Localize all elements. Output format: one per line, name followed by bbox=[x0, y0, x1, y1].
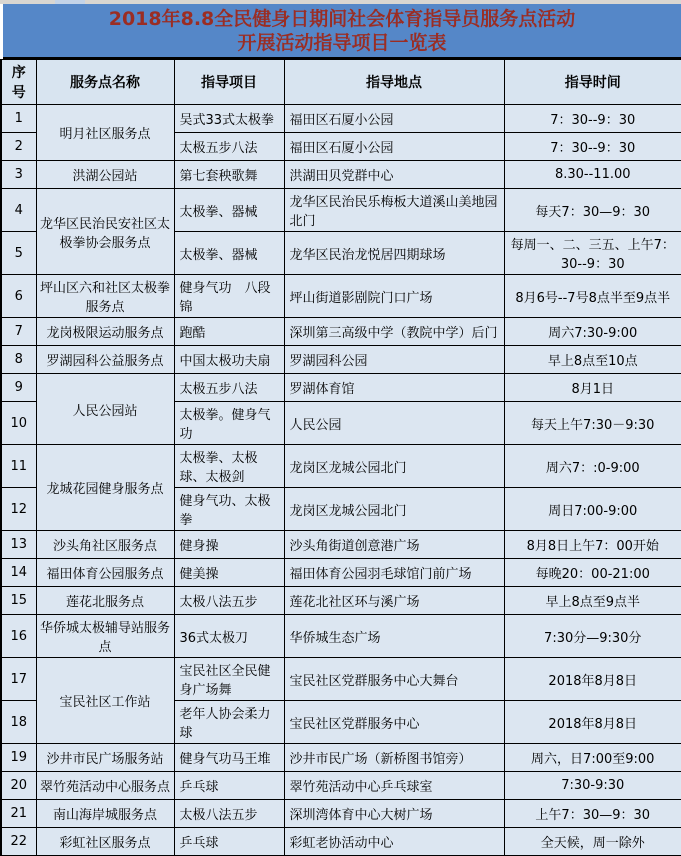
cell-name: 坪山区六和社区太极拳服务点 bbox=[36, 275, 174, 318]
cell-name: 翠竹苑活动中心服务点 bbox=[36, 772, 174, 800]
cell-time: 周日7:00-9:00 bbox=[504, 488, 681, 531]
spreadsheet-edge-strip bbox=[0, 0, 681, 4]
cell-no: 18 bbox=[1, 701, 36, 744]
cell-time: 8月6号--7号8点半至9点半 bbox=[504, 275, 681, 318]
cell-project: 36式太极刀 bbox=[174, 615, 284, 658]
cell-project: 宝民社区全民健身广场舞 bbox=[174, 658, 284, 701]
cell-time: 2018年8月8日 bbox=[504, 658, 681, 701]
cell-time: 每天7：30—9：30 bbox=[504, 189, 681, 232]
table-row bbox=[1, 105, 681, 133]
col-header-name: 服务点名称 bbox=[36, 60, 174, 105]
cell-project: 健身气功、太极拳 bbox=[174, 488, 284, 531]
cell-time: 上午7：30—9：30 bbox=[504, 800, 681, 828]
cell-project: 乒乓球 bbox=[174, 828, 284, 856]
cell-name: 洪湖公园站 bbox=[36, 161, 174, 189]
cell-location: 龙岗区龙城公园北门 bbox=[284, 445, 504, 488]
table-row bbox=[1, 772, 681, 800]
table-row bbox=[1, 800, 681, 828]
table-row bbox=[1, 559, 681, 587]
cell-location: 华侨城生态广场 bbox=[284, 615, 504, 658]
cell-no: 19 bbox=[1, 744, 36, 772]
cell-name: 福田体育公园服务点 bbox=[36, 559, 174, 587]
table-header-row bbox=[1, 60, 681, 105]
table-row bbox=[1, 744, 681, 772]
activity-table bbox=[0, 59, 681, 856]
cell-location: 深圳湾体育中心大树广场 bbox=[284, 800, 504, 828]
cell-no: 12 bbox=[1, 488, 36, 531]
cell-location: 坪山街道影剧院门口广场 bbox=[284, 275, 504, 318]
cell-location: 翠竹苑活动中心乒乓球室 bbox=[284, 772, 504, 800]
cell-no: 4 bbox=[1, 189, 36, 232]
cell-location: 福田体育公园羽毛球馆门前广场 bbox=[284, 559, 504, 587]
cell-project: 健美操 bbox=[174, 559, 284, 587]
cell-location: 宝民社区党群服务中心 bbox=[284, 701, 504, 744]
cell-time: 7:30分—9:30分 bbox=[504, 615, 681, 658]
cell-location: 龙华区民治龙悦居四期球场 bbox=[284, 232, 504, 275]
cell-no: 21 bbox=[1, 800, 36, 828]
cell-project: 太极拳、器械 bbox=[174, 189, 284, 232]
cell-project: 吴式33式太极拳 bbox=[174, 105, 284, 133]
cell-time: 早上8点至9点半 bbox=[504, 587, 681, 615]
table-row bbox=[1, 161, 681, 189]
cell-name: 沙头角社区服务点 bbox=[36, 531, 174, 559]
cell-time: 周六7:30-9:00 bbox=[504, 318, 681, 346]
cell-location: 龙岗区龙城公园北门 bbox=[284, 488, 504, 531]
cell-location: 罗湖体育馆 bbox=[284, 374, 504, 402]
cell-project: 太极拳、器械 bbox=[174, 232, 284, 275]
cell-location: 龙华区民治民乐梅板大道溪山美地园北门 bbox=[284, 189, 504, 232]
cell-no: 13 bbox=[1, 531, 36, 559]
cell-time: 每天上午7:30－9:30 bbox=[504, 402, 681, 445]
cell-location: 沙井市民广场（新桥图书馆旁） bbox=[284, 744, 504, 772]
cell-location: 宝民社区党群服务中心大舞台 bbox=[284, 658, 504, 701]
cell-time: 周六7：:0-9:00 bbox=[504, 445, 681, 488]
cell-project: 太极拳。健身气功 bbox=[174, 402, 284, 445]
cell-name: 龙城花园健身服务点 bbox=[36, 445, 174, 531]
cell-no: 20 bbox=[1, 772, 36, 800]
col-header-time: 指导时间 bbox=[504, 60, 681, 105]
cell-project: 跑酷 bbox=[174, 318, 284, 346]
cell-project: 太极五步八法 bbox=[174, 133, 284, 161]
cell-name: 明月社区服务点 bbox=[36, 105, 174, 161]
cell-location: 福田区石厦小公园 bbox=[284, 105, 504, 133]
cell-project: 太极八法五步 bbox=[174, 800, 284, 828]
cell-project: 太极八法五步 bbox=[174, 587, 284, 615]
spreadsheet-gridline-artifact bbox=[55, 0, 85, 4]
table-row bbox=[1, 531, 681, 559]
cell-no: 9 bbox=[1, 374, 36, 402]
cell-location: 福田区石厦小公园 bbox=[284, 133, 504, 161]
cell-no: 3 bbox=[1, 161, 36, 189]
cell-name: 人民公园站 bbox=[36, 374, 174, 445]
cell-no: 6 bbox=[1, 275, 36, 318]
cell-project: 第七套秧歌舞 bbox=[174, 161, 284, 189]
cell-no: 1 bbox=[1, 105, 36, 133]
cell-no: 11 bbox=[1, 445, 36, 488]
page-title-line2: 开展活动指导项目一览表 bbox=[237, 32, 447, 54]
cell-name: 莲花北服务点 bbox=[36, 587, 174, 615]
table-row bbox=[1, 828, 681, 856]
cell-no: 2 bbox=[1, 133, 36, 161]
page-title-line1: 2018年8.8全民健身日期间社会体育指导员服务点活动 bbox=[108, 8, 576, 30]
table-row bbox=[1, 658, 681, 701]
cell-time: 早上8点至10点 bbox=[504, 346, 681, 374]
cell-no: 15 bbox=[1, 587, 36, 615]
cell-project: 中国太极功夫扇 bbox=[174, 346, 284, 374]
cell-name: 沙井市民广场服务站 bbox=[36, 744, 174, 772]
cell-no: 16 bbox=[1, 615, 36, 658]
cell-name: 龙岗极限运动服务点 bbox=[36, 318, 174, 346]
col-header-project: 指导项目 bbox=[174, 60, 284, 105]
cell-name: 彩虹社区服务点 bbox=[36, 828, 174, 856]
table-row bbox=[1, 318, 681, 346]
cell-project: 健身操 bbox=[174, 531, 284, 559]
page-title bbox=[3, 4, 681, 59]
title-wrap bbox=[0, 4, 681, 59]
cell-no: 7 bbox=[1, 318, 36, 346]
cell-no: 8 bbox=[1, 346, 36, 374]
cell-name: 南山海岸城服务点 bbox=[36, 800, 174, 828]
col-header-location: 指导地点 bbox=[284, 60, 504, 105]
cell-no: 5 bbox=[1, 232, 36, 275]
cell-name: 宝民社区工作站 bbox=[36, 658, 174, 744]
cell-time: 每周一、二、三五、上午7：30--9：30 bbox=[504, 232, 681, 275]
cell-time: 8月8日上午7：00开始 bbox=[504, 531, 681, 559]
cell-project: 太极拳、太极球、太极剑 bbox=[174, 445, 284, 488]
table-row bbox=[1, 615, 681, 658]
cell-location: 彩虹老协活动中心 bbox=[284, 828, 504, 856]
cell-time: 7:30-9:30 bbox=[504, 772, 681, 800]
table-row bbox=[1, 346, 681, 374]
cell-location: 莲花北社区环与溪广场 bbox=[284, 587, 504, 615]
cell-location: 人民公园 bbox=[284, 402, 504, 445]
table-row bbox=[1, 275, 681, 318]
table-row bbox=[1, 445, 681, 488]
cell-location: 沙头角街道创意港广场 bbox=[284, 531, 504, 559]
cell-name: 华侨城太极辅导站服务点 bbox=[36, 615, 174, 658]
cell-no: 17 bbox=[1, 658, 36, 701]
cell-project: 健身气功 八段锦 bbox=[174, 275, 284, 318]
table-row bbox=[1, 189, 681, 232]
cell-project: 健身气功马王堆 bbox=[174, 744, 284, 772]
cell-time: 全天候，周一除外 bbox=[504, 828, 681, 856]
cell-project: 老年人协会柔力球 bbox=[174, 701, 284, 744]
cell-time: 每晚20：00-21:00 bbox=[504, 559, 681, 587]
cell-time: 8月1日 bbox=[504, 374, 681, 402]
cell-no: 14 bbox=[1, 559, 36, 587]
table-row bbox=[1, 587, 681, 615]
cell-time: 7：30--9：30 bbox=[504, 133, 681, 161]
table-row bbox=[1, 374, 681, 402]
cell-location: 罗湖园科公园 bbox=[284, 346, 504, 374]
cell-name: 罗湖园科公益服务点 bbox=[36, 346, 174, 374]
cell-time: 2018年8月8日 bbox=[504, 701, 681, 744]
cell-time: 周六，日7:00至9:00 bbox=[504, 744, 681, 772]
cell-no: 10 bbox=[1, 402, 36, 445]
cell-project: 乒乓球 bbox=[174, 772, 284, 800]
cell-no: 22 bbox=[1, 828, 36, 856]
col-header-no: 序号 bbox=[1, 60, 36, 105]
cell-name: 龙华区民治民安社区太极拳协会服务点 bbox=[36, 189, 174, 275]
cell-location: 洪湖田贝党群中心 bbox=[284, 161, 504, 189]
cell-location: 深圳第三高级中学（教院中学）后门 bbox=[284, 318, 504, 346]
cell-project: 太极五步八法 bbox=[174, 374, 284, 402]
cell-time: 7：30--9：30 bbox=[504, 105, 681, 133]
cell-time: 8.30--11.00 bbox=[504, 161, 681, 189]
